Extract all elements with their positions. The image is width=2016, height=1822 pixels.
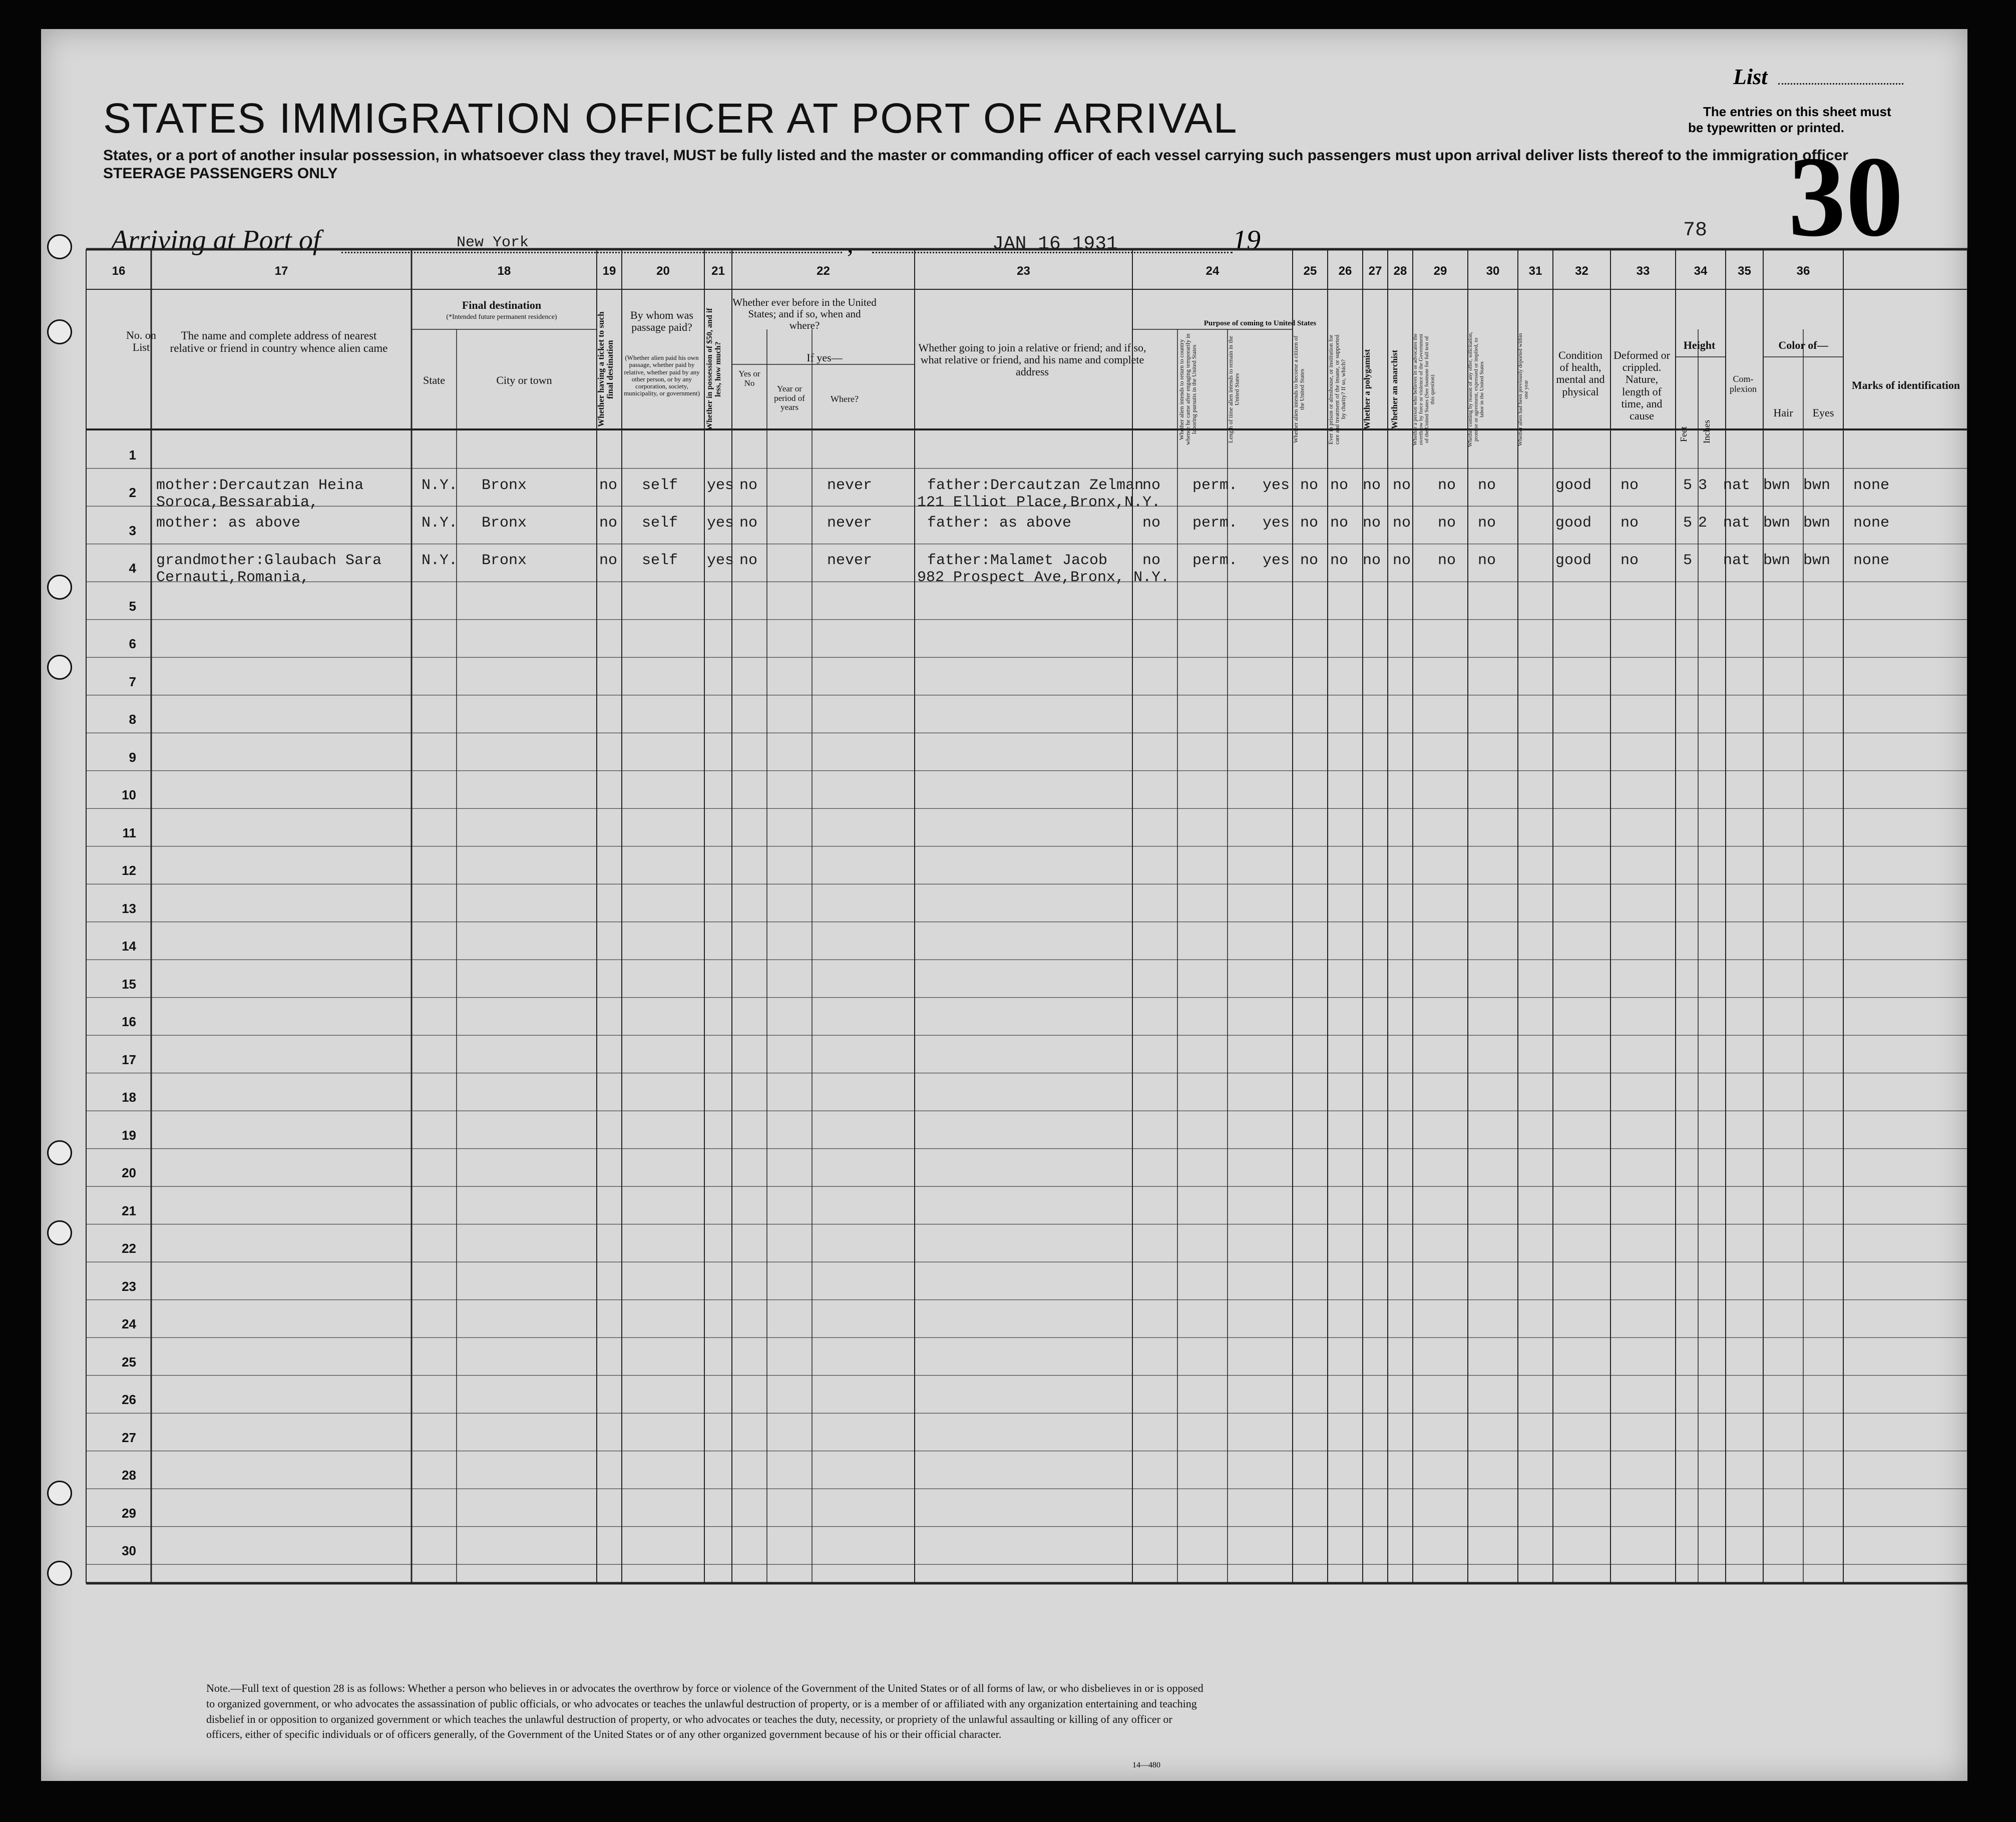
form-title: STATES IMMIGRATION OFFICER AT PORT OF ARRIVAL	[103, 95, 1238, 142]
header-if-yes: If yes—	[807, 351, 843, 364]
row-number: 12	[122, 863, 136, 878]
cell-anar: no	[1363, 477, 1381, 494]
column-number: 20	[656, 264, 670, 278]
column-number: 36	[1796, 264, 1810, 278]
header-passage-note: (Whether alien paid his own passage, whether paid by relative, whether paid by any other person, or by any corporation, society, municipality, or government)	[624, 354, 700, 397]
header-overthrow: Whether a person who believes in or advocates the overthrow by force or violence of the Government of the United States (See footnote for full text of this question)	[1412, 333, 1436, 445]
header-polygamist: Whether a polygamist	[1362, 349, 1372, 430]
cell-health: good	[1555, 552, 1592, 569]
row-number: 19	[122, 1127, 136, 1143]
column-number: 17	[274, 264, 288, 278]
cell-city: Bronx	[482, 552, 527, 569]
cell-paid: self	[642, 515, 678, 532]
steerage-label: STEERAGE PASSENGERS ONLY	[103, 165, 338, 182]
cell-health: good	[1555, 515, 1592, 532]
year-prefix: 19	[1233, 225, 1261, 256]
cell-rel2: Soroca,Bessarabia,	[156, 494, 319, 511]
cell-dep: no	[1478, 477, 1496, 494]
cell-join2: 121 Elliot Place,Bronx,N.Y.	[917, 494, 1161, 511]
cell-ret: no	[1142, 552, 1161, 569]
cell-feet: 5	[1683, 515, 1693, 532]
cell-prison: no	[1300, 515, 1319, 532]
row-number: 4	[129, 561, 136, 576]
header-color-of: Color of—	[1778, 339, 1828, 351]
cell-money: yes	[707, 477, 734, 494]
cell-eyes: bwn	[1803, 552, 1831, 569]
cell-len: perm.	[1192, 515, 1238, 532]
cell-comp: nat	[1723, 477, 1751, 494]
header-offer: Whether coming by reason of any offer, solicitation, promise or agreement, expressed or implied, to labor in the United States	[1467, 332, 1485, 447]
header-marks: Marks of identification	[1851, 379, 1960, 391]
cell-ticket: no	[599, 515, 618, 532]
row-number: 22	[122, 1241, 136, 1256]
cell-eyes: bwn	[1803, 477, 1831, 494]
typed-note-2: be typewritten or printed.	[1688, 120, 1845, 135]
header-anarchist: Whether an anarchist	[1390, 349, 1399, 429]
cell-join2: 982 Prospect Ave,Bronx, N.Y.	[917, 569, 1170, 586]
cell-inch: 3	[1698, 477, 1708, 494]
cell-marks: none	[1853, 515, 1890, 532]
cell-deform: no	[1621, 552, 1639, 569]
cell-health: good	[1555, 477, 1592, 494]
header-final-destination: Final destination	[462, 299, 542, 311]
cell-eyes: bwn	[1803, 515, 1831, 532]
cell-marks: none	[1853, 477, 1890, 494]
row-number: 20	[122, 1165, 136, 1181]
typed-note-1: The entries on this sheet must	[1703, 104, 1891, 119]
cell-len: perm.	[1192, 552, 1238, 569]
cell-money: yes	[707, 552, 734, 569]
cell-comp: nat	[1723, 515, 1751, 532]
cell-money: yes	[707, 515, 734, 532]
header-health: Condition of health, mental and physical	[1556, 349, 1605, 398]
form-instructions: States, or a port of another insular possession, in whatsoever class they travel, MUST be fully listed and the master or commanding officer of each vessel carrying such passengers must upon arrival deliver lists thereof to the immigration officer	[103, 147, 1848, 164]
list-label: List	[1733, 65, 1768, 89]
row-number: 26	[122, 1392, 136, 1408]
row-number: 16	[122, 1014, 136, 1030]
row-number: 28	[122, 1468, 136, 1483]
cell-hair: bwn	[1763, 477, 1791, 494]
header-height: Height	[1683, 339, 1716, 351]
column-number: 18	[497, 264, 511, 278]
row-number: 10	[122, 787, 136, 803]
cell-where: never	[827, 477, 873, 494]
row-number: 3	[129, 523, 136, 538]
row-number: 7	[129, 674, 136, 689]
column-number: 31	[1528, 264, 1542, 278]
cell-offer: no	[1438, 477, 1456, 494]
cell-inch: 2	[1698, 515, 1708, 532]
header-complexion: Com- plexion	[1730, 374, 1757, 394]
row-number: 21	[122, 1203, 136, 1218]
form-code: 14—480	[1132, 1761, 1160, 1769]
row-number: 2	[129, 485, 136, 501]
cell-len: perm.	[1192, 477, 1238, 494]
header-city: City or town	[496, 374, 552, 386]
header-purpose-return: Whether alien intends to return to country whence he came after engaging temporarily in laboring pursuits in the United States	[1178, 333, 1198, 445]
row-number: 18	[122, 1090, 136, 1105]
manifest-sheet: STATES IMMIGRATION OFFICER AT PORT OF ARRIVAL States, or a port of another insular possession, in whatsoever class they travel, MUST be fully listed and the master or commanding officer of each vessel carrying such passengers must upon arrival deliver lists thereof to the immigration officer STEERAGE PASSENGERS ONLY List The entries on this sheet must be typewritten or printed. 30 78 Arriving at Port of New York , JAN 16 1931 19 16 17 18 19 20 21 22 23 24 25 26 27 28 29 30 31 32 33 34 35 36 No. on List The name and complete address of nearest relative or friend in country whence alien came Final destination (*Intended future permanent residence) State City or town Whether having a ticket to such final destination By whom was passage paid? (Whether alien paid his own passage, whether paid by relative, whether paid by any other person, or by any corporation, society, municipality, or government) Whether in possession of $50, and if less, how much? Whether ever before in the United States; and if so, when and where? If yes— Yes or No Year or period of years Where? Whether going to join a relative or friend; and if so, what relative or friend, and his name and complete address Purpose of coming to United States Whether alien intends to return to country whence he came after engaging temporarily in laboring pursuits in the United States Length of time alien intends to remain in the United States Whether alien intends to become a citizen of the United States Ever in prison or almshouse, or institution for care and treatment of the insane, or supported by charity? If so, which? Whether a polygamist Whether an anarchist Whether a person who believes in or advocates the overthrow by force or violence of the Government of the United States (See footnote for full text of this question) Whether coming by reason of any offer, solicitation, promise or agreement, expressed or implied, to labor in the United States Whether alien had been previously deported within one year Condition of health, mental and physical Deformed or crippled. Nature, length of time, and cause Height Feet Inches Com- plexion Color of— Hair Eyes Marks of identification 1 2 3 4 5 6 7 8 9 10 11 12 13 14 15 16 17 18 19 20 21 22 23 24 25 26 27 28 29 30 mother:Dercautzan Heina N.Y. Bronx no self yes no never father:Dercautzan Zelman no perm. yes no no no no no no good no 5 3 nat bwn bwn none Soroca,Bessarabia, 121 Elliot Place,Bronx,N.Y. mother: as above N.Y. Bronx no self yes no never father: as above no perm. yes no no no no no no good no 5 2 nat bwn bwn none grandmother:Glaubach Sara N.Y. Bronx no self yes no never father:Malamet Jacob no perm. yes no no no no no no good no 5 nat bwn bwn none Cernauti,Romania, 982 Prospect Ave,Bronx, N.Y. Note.—Full text of question 28 is as follows: Whether a person who believes in or advocates the overthrow by force or violence of the Government of the United States or of all forms of law, or who disbelieves in or is opposed to organized government, or who advocates the assassination of public officials, or who advocates or teaches the unlawful destruction of property, or is a member of or affiliated with any organization entertaining and teaching disbelief in or opposition to organized government or which teaches the unlawful destruction of property, or who advocates or teaches the duty, necessity, or propriety of the unlawful assaulting or killing of any officer or officers, either of specific individuals or of officers generally, of the Government of the United States or of any other organized government because of his or their official character. 14—480	[41, 29, 1967, 1781]
cell-anar: no	[1363, 515, 1381, 532]
cell-cit: yes	[1263, 515, 1290, 532]
cell-feet: 5	[1683, 477, 1693, 494]
cell-comp: nat	[1723, 552, 1751, 569]
row-number: 13	[122, 900, 136, 916]
cell-over: no	[1393, 477, 1411, 494]
header-state: State	[423, 374, 445, 386]
column-number: 19	[602, 264, 616, 278]
cell-ret: no	[1142, 515, 1161, 532]
header-inches: Inches	[1702, 420, 1712, 444]
cell-feet: 5	[1683, 552, 1693, 569]
row-number: 6	[129, 636, 136, 652]
punch-hole	[47, 234, 72, 259]
column-number: 27	[1368, 264, 1382, 278]
footnote: Note.—Full text of question 28 is as follows: Whether a person who believes in or advocates the overthrow by force or violence of the Government of the United States or of all forms of law, or who disbelieves in or is opposed to organized government, or who advocates the assassination of public officials, or who advocates or teaches the unlawful destruction of property, or is a member of or affiliated with any organization entertaining and teaching disbelief in or opposition to organized government or which teaches the unlawful destruction of property, or who advocates or teaches the duty, necessity, or propriety of the unlawful assaulting or killing of any officer or officers, either of specific individuals or of officers generally, of the Government of the United States or of any other organized government because of his or their official character.	[206, 1682, 1203, 1741]
cell-dep: no	[1478, 552, 1496, 569]
header-period: Year or period of years	[774, 384, 805, 412]
row-number: 14	[122, 939, 136, 954]
row-number: 5	[129, 598, 136, 614]
column-number: 28	[1393, 264, 1407, 278]
sheet-number: 30	[1788, 133, 1903, 260]
header-deported: Whether alien had been previously deported within one year	[1517, 333, 1529, 446]
cell-join1: father:Malamet Jacob	[927, 552, 1108, 569]
cell-state: N.Y.	[422, 477, 458, 494]
punch-hole	[47, 575, 72, 600]
cell-anar: no	[1363, 552, 1381, 569]
punch-hole	[47, 1561, 72, 1586]
cell-city: Bronx	[482, 515, 527, 532]
list-number: 78	[1683, 219, 1708, 242]
cell-state: N.Y.	[422, 515, 458, 532]
cell-ret: no	[1142, 477, 1161, 494]
cell-deform: no	[1621, 477, 1639, 494]
cell-offer: no	[1438, 515, 1456, 532]
cell-ticket: no	[599, 477, 618, 494]
column-number: 26	[1338, 264, 1352, 278]
arriving-label: Arriving at Port of	[111, 225, 321, 256]
cell-where: never	[827, 515, 873, 532]
column-number: 30	[1486, 264, 1500, 278]
column-number: 33	[1636, 264, 1650, 278]
cell-city: Bronx	[482, 477, 527, 494]
cell-cit: yes	[1263, 477, 1290, 494]
header-feet: Feet	[1679, 426, 1689, 442]
column-number: 29	[1433, 264, 1447, 278]
row-number: 29	[122, 1505, 136, 1521]
cell-marks: none	[1853, 552, 1890, 569]
header-deformed: Deformed or crippled. Nature, length of time, and cause	[1613, 349, 1670, 422]
row-number: 17	[122, 1052, 136, 1067]
row-number: 25	[122, 1354, 136, 1370]
column-number: 35	[1738, 264, 1751, 278]
cell-state: N.Y.	[422, 552, 458, 569]
row-number: 15	[122, 976, 136, 992]
row-number: 8	[129, 712, 136, 727]
header-purpose-length: Length of time alien intends to remain in the United States	[1227, 336, 1241, 443]
cell-prison: no	[1300, 552, 1319, 569]
cell-paid: self	[642, 477, 678, 494]
header-yes-no: Yes or No	[738, 369, 760, 388]
column-number: 21	[711, 264, 725, 278]
cell-over: no	[1393, 552, 1411, 569]
punch-hole	[47, 319, 72, 344]
cell-over: no	[1393, 515, 1411, 532]
cell-join1: father: as above	[927, 515, 1072, 532]
cell-offer: no	[1438, 552, 1456, 569]
column-number: 25	[1303, 264, 1317, 278]
column-number: 32	[1575, 264, 1588, 278]
column-number: 34	[1694, 264, 1708, 278]
header-purpose-citizen: Whether alien intends to become a citizen of the United States	[1292, 335, 1306, 443]
header-final-destination-note: (*Intended future permanent residence)	[446, 313, 557, 321]
header-relative: The name and complete address of nearest relative or friend in country whence alien came	[170, 329, 388, 355]
header-ticket: Whether having a ticket to such final destination	[596, 311, 615, 427]
column-number: 22	[817, 264, 830, 278]
punch-hole	[47, 655, 72, 680]
cell-yn: no	[739, 552, 758, 569]
cell-rel2: Cernauti,Romania,	[156, 569, 310, 586]
header-before-us: Whether ever before in the United States; and if so, when and where?	[732, 296, 877, 332]
cell-hair: bwn	[1763, 552, 1791, 569]
row-number: 23	[122, 1278, 136, 1294]
port-value: New York	[457, 234, 529, 251]
punch-hole	[47, 1220, 72, 1245]
row-number: 24	[122, 1316, 136, 1332]
date-stamp: JAN 16 1931	[992, 233, 1118, 255]
header-prison: Ever in prison or almshouse, or institution for care and treatment of the insane, or supported by charity? If so, which?	[1327, 334, 1347, 444]
header-hair: Hair	[1773, 406, 1793, 419]
column-number: 16	[112, 264, 126, 278]
cell-rel1: mother:Dercautzan Heina	[156, 477, 364, 494]
manifest-grid	[41, 29, 1967, 1781]
cell-join1: father:Dercautzan Zelman	[927, 477, 1144, 494]
cell-prison: no	[1300, 477, 1319, 494]
row-number: 11	[122, 825, 136, 840]
header-no-on-list: No. on List	[126, 329, 156, 354]
cell-deform: no	[1621, 515, 1639, 532]
row-number: 30	[122, 1543, 136, 1559]
header-purpose: Purpose of coming to United States	[1203, 319, 1317, 327]
cell-poly: no	[1330, 515, 1349, 532]
row-number: 1	[129, 447, 136, 463]
column-number: 24	[1205, 264, 1220, 278]
header-passage: By whom was passage paid?	[630, 309, 693, 334]
cell-rel1: grandmother:Glaubach Sara	[156, 552, 382, 569]
cell-where: never	[827, 552, 873, 569]
header-possession: Whether in possession of $50, and if less, how much?	[705, 308, 722, 431]
cell-poly: no	[1330, 552, 1349, 569]
punch-hole	[47, 1481, 72, 1506]
cell-cit: yes	[1263, 552, 1290, 569]
header-eyes: Eyes	[1812, 406, 1834, 419]
header-join-relative: Whether going to join a relative or friend; and if so, what relative or friend, and his name and complete address	[918, 341, 1146, 378]
row-number: 27	[122, 1430, 136, 1445]
cell-ticket: no	[599, 552, 618, 569]
column-number: 23	[1017, 264, 1030, 278]
row-number: 9	[129, 749, 136, 765]
cell-hair: bwn	[1763, 515, 1791, 532]
header-where: Where?	[831, 394, 859, 404]
punch-hole	[47, 1140, 72, 1165]
cell-yn: no	[739, 515, 758, 532]
cell-dep: no	[1478, 515, 1496, 532]
cell-rel1: mother: as above	[156, 515, 301, 532]
cell-poly: no	[1330, 477, 1349, 494]
cell-yn: no	[739, 477, 758, 494]
cell-paid: self	[642, 552, 678, 569]
